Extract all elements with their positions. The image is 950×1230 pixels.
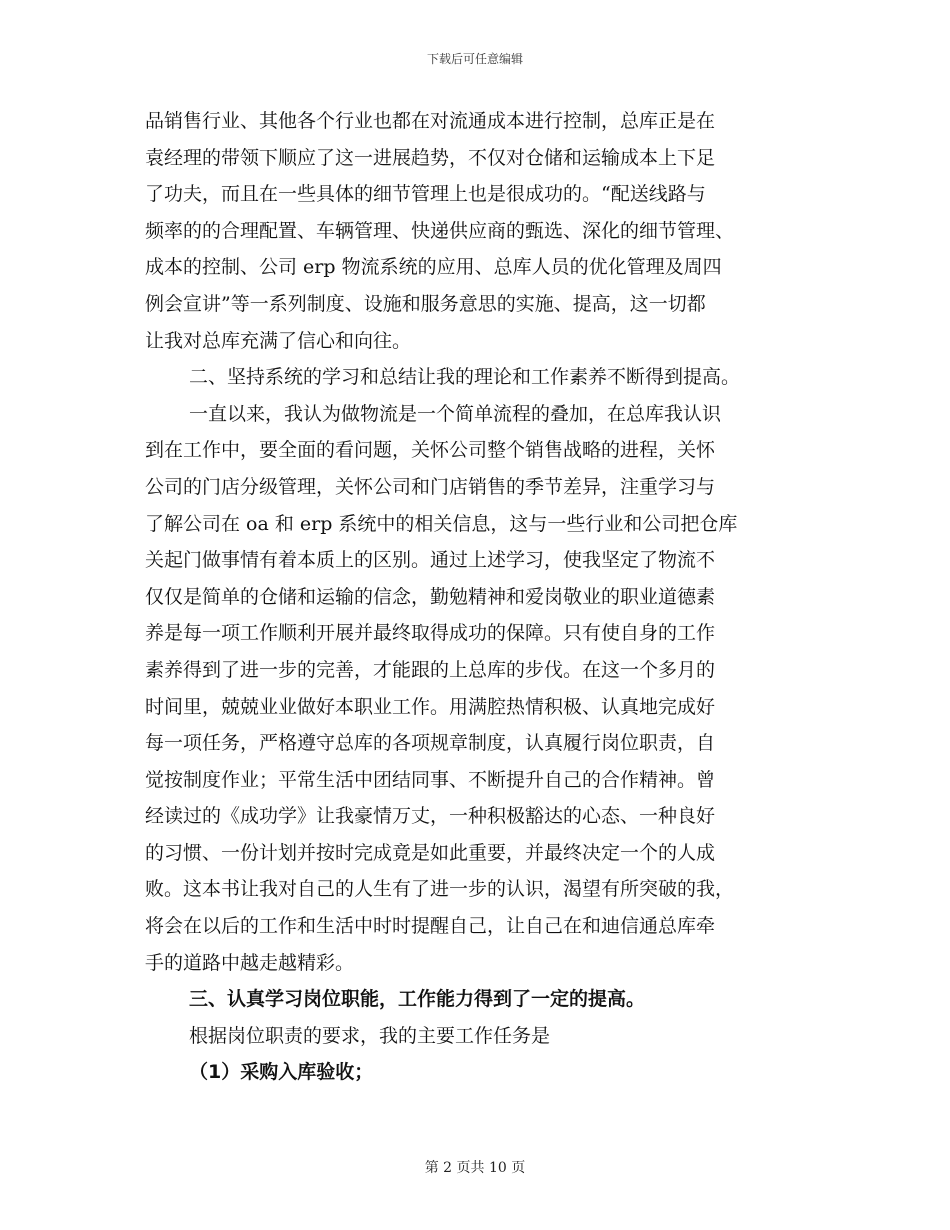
paragraph-line: 例会宣讲”等一系列制度、设施和服务意思的实施、提高，这一切都 (145, 292, 706, 315)
paragraph-line: 了解公司在 oa 和 erp 系统中的相关信息，这与一些行业和公司把仓库 (145, 512, 738, 535)
paragraph-line: 败。这本书让我对自己的人生有了进一步的认识，渴望有所突破的我， (145, 878, 735, 901)
paragraph-line: 觉按制度作业；平常生活中团结同事、不断提升自己的合作精神。曾 (145, 768, 716, 791)
section-heading-2: 二、坚持系统的学习和总结让我的理论和工作素养不断得到提高。 (189, 366, 741, 389)
paragraph-line: 袁经理的带领下顺应了这一进展趋势，不仅对仓储和运输成本上下足 (145, 146, 716, 169)
paragraph-line: 了功夫，而且在一些具体的细节管理上也是很成功的。“配送线路与 (145, 183, 706, 206)
paragraph-line: 的习惯、一份计划并按时完成竟是如此重要，并最终决定一个的人成 (145, 841, 716, 864)
paragraph-line: 时间里，兢兢业业做好本职业工作。用满腔热情积极、认真地完成好 (145, 695, 716, 718)
paragraph-line: 养是每一项工作顺利开展并最终取得成功的保障。只有使自身的工作 (145, 622, 716, 645)
paragraph-line: 每一项任务，严格遵守总库的各项规章制度，认真履行岗位职责，自 (145, 732, 716, 755)
paragraph-line: 品销售行业、其他各个行业也都在对流通成本进行控制，总库正是在 (145, 110, 716, 132)
page-footer: 第 2 页共 10 页 (424, 1160, 526, 1176)
paragraph-line: 关起门做事情有着本质上的区别。通过上述学习，使我坚定了物流不 (145, 549, 716, 572)
list-item-heading: （1）采购入库验收； (189, 1061, 374, 1084)
paragraph-line: 公司的门店分级管理，关怀公司和门店销售的季节差异，注重学习与 (145, 475, 716, 498)
paragraph-line: 成本的控制、公司 erp 物流系统的应用、总库人员的优化管理及周四 (145, 256, 722, 279)
paragraph-line: 让我对总库充满了信心和向往。 (145, 329, 412, 352)
paragraph-line: 素养得到了进一步的完善，才能跟的上总库的步伐。在这一个多月的 (145, 658, 716, 681)
paragraph-line: 到在工作中，要全面的看问题，关怀公司整个销售战略的进程，关怀 (145, 439, 716, 462)
paragraph-line: 频率的的合理配置、车辆管理、快递供应商的甄选、深化的细节管理、 (145, 219, 735, 242)
paragraph-line: 一直以来，我认为做物流是一个简单流程的叠加，在总库我认识 (189, 402, 722, 425)
paragraph-line: 根据岗位职责的要求，我的主要工作任务是 (189, 1024, 551, 1047)
paragraph-line: 经读过的《成功学》让我豪情万丈，一种积极豁达的心态、一种良好 (145, 805, 716, 828)
page-header: 下载后可任意编辑 (426, 52, 523, 66)
paragraph-line: 手的道路中越走越精彩。 (145, 951, 355, 974)
document-body (145, 103, 805, 1091)
paragraph-line: 仅仅是简单的仓储和运输的信念，勤勉精神和爱岗敬业的职业道德素 (145, 585, 716, 608)
section-heading-3: 三、认真学习岗位职能，工作能力得到了一定的提高。 (189, 988, 646, 1011)
paragraph-line: 将会在以后的工作和生活中时时提醒自己，让自己在和迪信通总库牵 (145, 915, 716, 938)
